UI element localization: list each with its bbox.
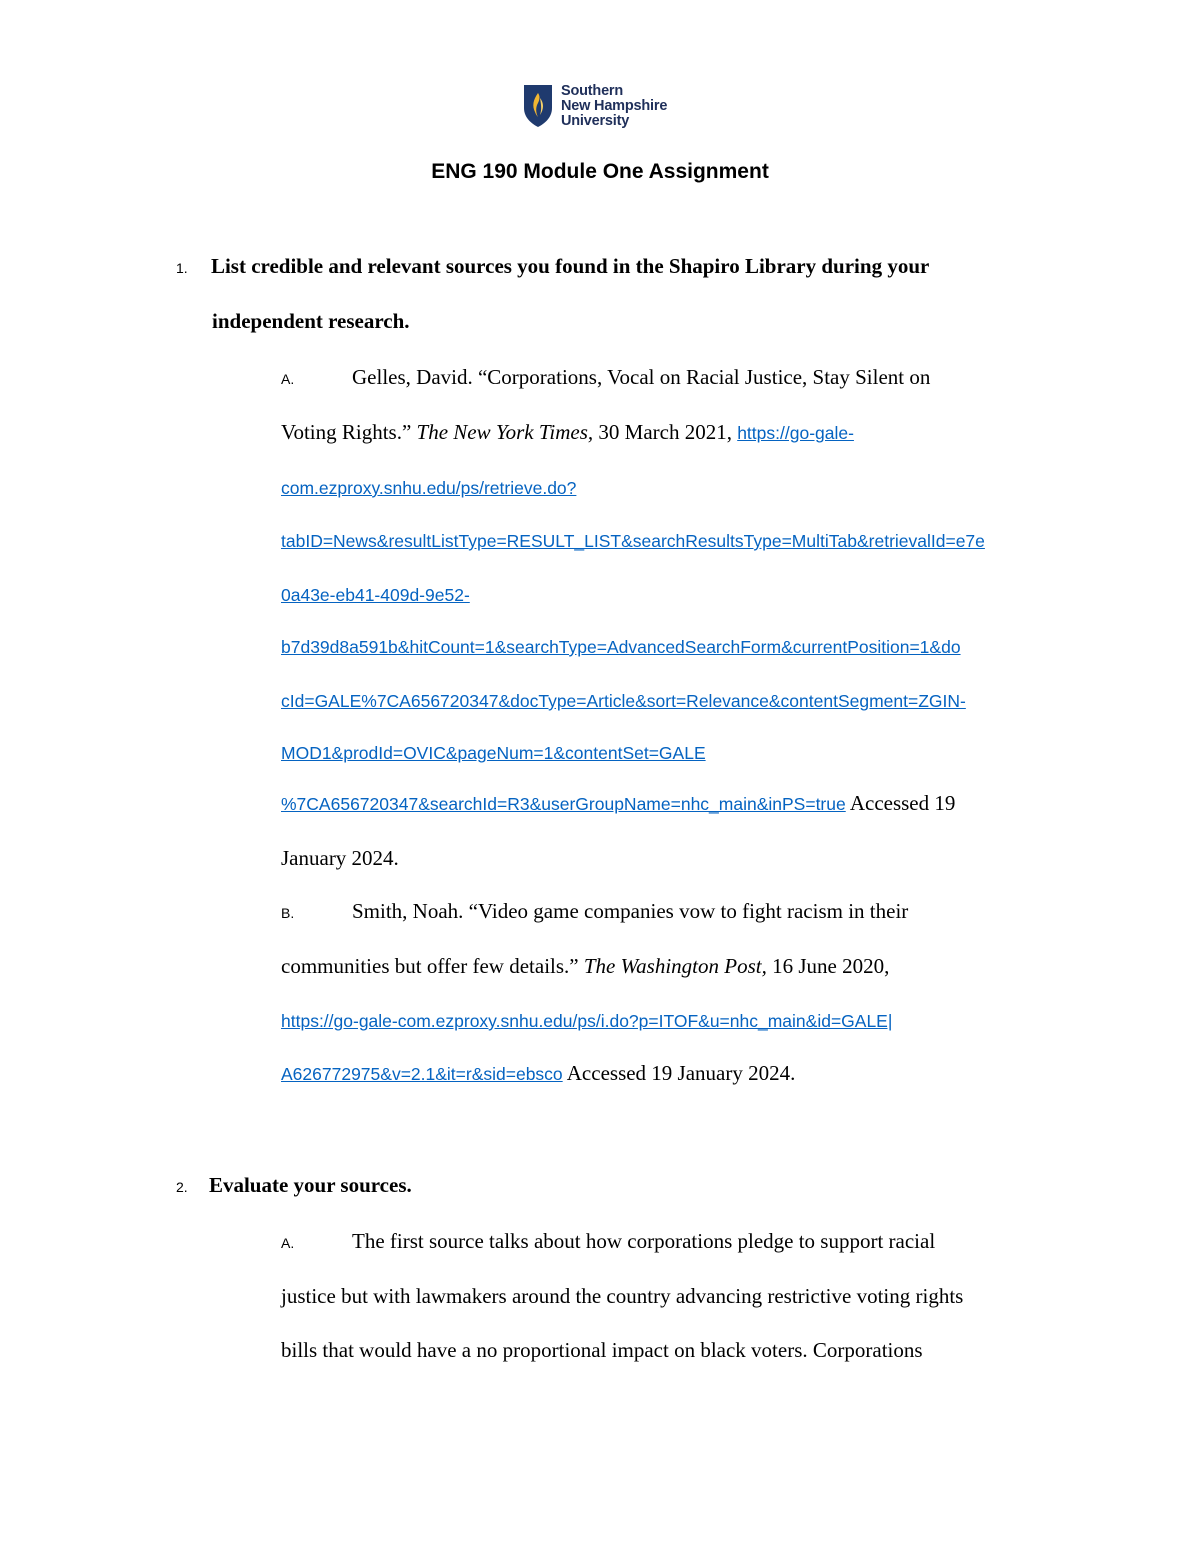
item-letter: A.	[281, 1235, 295, 1251]
item-letter: A.	[281, 371, 295, 387]
citation-a-accessed	[281, 790, 955, 817]
citation-url[interactable]: https://go-gale-com.ezproxy.snhu.edu/ps/i.do?p=ITOF&u=nhc_main&id=GALE|	[281, 1011, 893, 1031]
publication-title: The New York Times,	[416, 420, 594, 444]
citation-text: communities but offer few details.”	[281, 954, 579, 978]
evaluation-text: bills that would have a no proportional impact on black voters. Corporations	[281, 1338, 923, 1362]
evaluation-text: The first source talks about how corporations pledge to support racial	[352, 1229, 936, 1253]
logo-line-1: Southern	[561, 83, 624, 99]
citation-url[interactable]: b7d39d8a591b&hitCount=1&searchType=AdvancedSearchForm&currentPosition=1&do	[281, 637, 961, 657]
section-1-heading	[176, 253, 929, 281]
accessed-date-cont: January 2024.	[281, 846, 399, 870]
section-heading-text: List credible and relevant sources you found in the Shapiro Library during your	[210, 254, 930, 278]
page-title: ENG 190 Module One Assignment	[431, 160, 769, 183]
citation-url[interactable]: A626772975&v=2.1&it=r&sid=ebsco	[281, 1064, 563, 1084]
university-logo	[523, 84, 667, 129]
evaluation-text: justice but with lawmakers around the country advancing restrictive voting rights	[281, 1284, 964, 1308]
citation-a-line1	[281, 364, 931, 392]
citation-url[interactable]: tabID=News&resultListType=RESULT_LIST&searchResultsType=MultiTab&retrievalId=e7e	[281, 531, 985, 551]
citation-b-line2	[281, 953, 889, 979]
citation-url[interactable]: https://go-gale-	[737, 423, 854, 443]
citation-url[interactable]: 0a43e-eb41-409d-9e52-	[281, 585, 470, 605]
citation-url[interactable]: cId=GALE%7CA656720347&docType=Article&sort=Relevance&contentSegment=ZGIN-	[281, 691, 966, 711]
publication-title: The Washington Post,	[583, 954, 767, 978]
logo-wordmark	[561, 84, 667, 129]
citation-text: Voting Rights.”	[281, 420, 412, 444]
section-1-heading-cont: independent research.	[212, 309, 410, 333]
publication-date: 16 June 2020,	[772, 954, 890, 978]
citation-b-accessed	[281, 1060, 795, 1087]
citation-url[interactable]: MOD1&prodId=OVIC&pageNum=1&contentSet=GALE	[281, 743, 706, 763]
section-heading-text: Evaluate your sources.	[208, 1173, 412, 1197]
item-letter: B.	[281, 905, 295, 921]
logo-line-2: New Hampshire	[561, 98, 668, 114]
logo-line-3: University	[561, 113, 630, 129]
evaluation-a-line1	[281, 1228, 936, 1256]
citation-url[interactable]: %7CA656720347&searchId=R3&userGroupName=nhc_main&inPS=true	[281, 794, 846, 814]
section-2-heading	[176, 1172, 412, 1200]
citation-a-line2	[281, 419, 854, 446]
accessed-date: Accessed 19	[849, 791, 956, 815]
citation-url[interactable]: com.ezproxy.snhu.edu/ps/retrieve.do?	[281, 478, 577, 498]
section-number: 2.	[176, 1179, 188, 1195]
citation-text: Smith, Noah. “Video game companies vow to fight racism in their	[352, 899, 909, 923]
section-number: 1.	[176, 260, 188, 276]
citation-text: Gelles, David. “Corporations, Vocal on Racial Justice, Stay Silent on	[352, 365, 931, 389]
citation-b-line1	[281, 898, 909, 926]
accessed-date: Accessed 19 January 2024.	[566, 1061, 796, 1085]
publication-date: 30 March 2021,	[598, 420, 732, 444]
shield-flame-icon	[523, 84, 553, 128]
